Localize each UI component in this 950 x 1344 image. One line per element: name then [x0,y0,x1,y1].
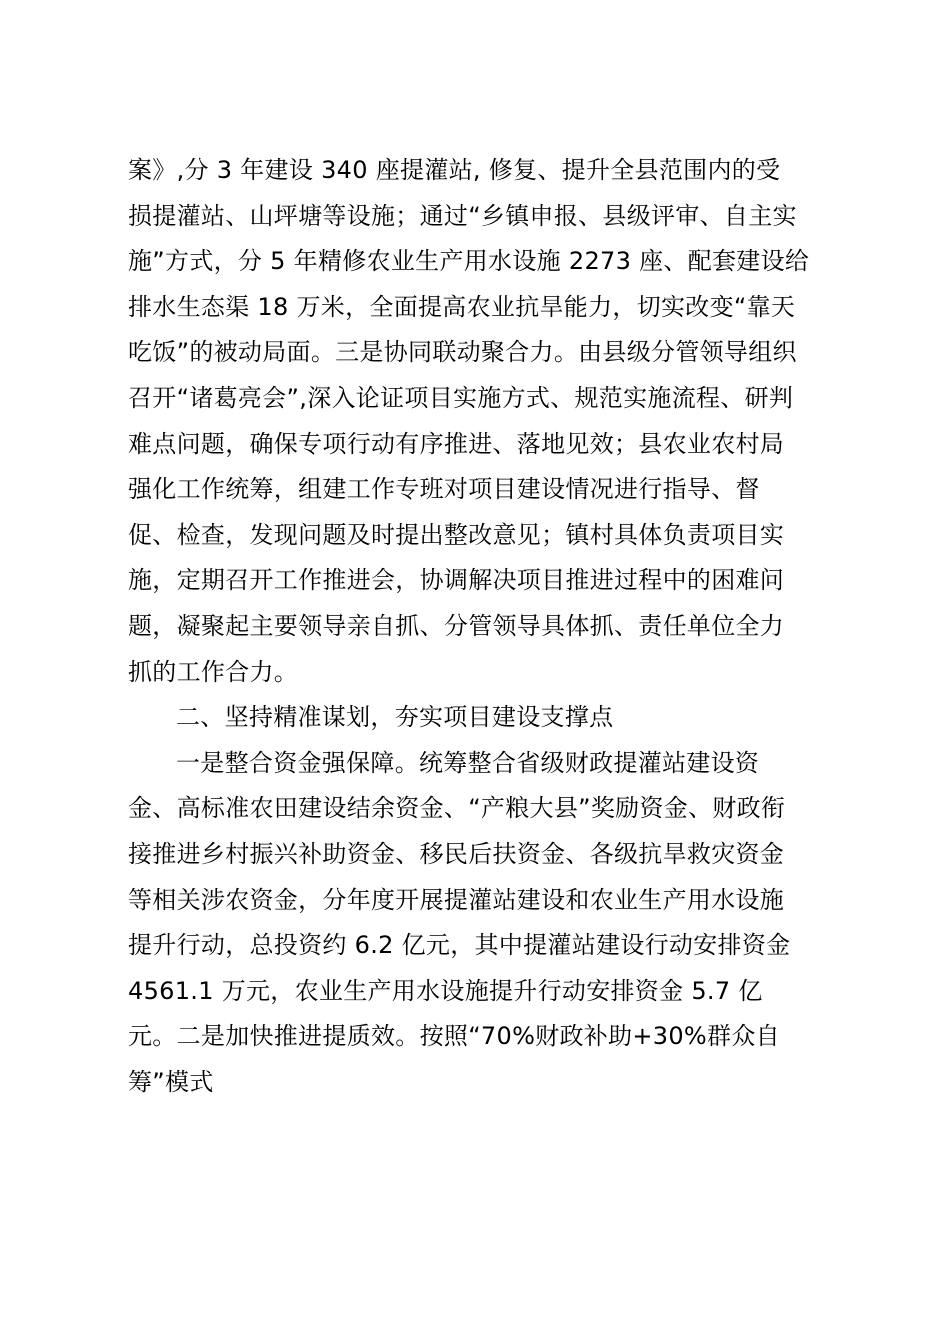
body-text [128,148,838,1105]
paragraph-line: 案》,分 3 年建设 340 座提灌站, 修复、提升全县范围内的受 [128,156,781,184]
paragraph-line: 召开“诸葛亮会”,深入论证项目实施方式、规范实施流程、研判 [128,383,794,412]
paragraph-line: 筹”模式 [128,1067,214,1096]
paragraph-line: 施”方式，分 5 年精修农业生产用水设施 2273 座、配套建设给 [128,247,810,276]
paragraph-line: 损提灌站、山坪塘等设施；通过“乡镇申报、县级评审、自主实 [128,201,797,230]
paragraph-line: 4561.1 万元，农业生产用水设施提升行动安排资金 5.7 亿 [128,976,763,1005]
paragraph-line: 施，定期召开工作推进会，协调解决项目推进过程中的困难问 [128,566,785,595]
paragraph-line: 接推进乡村振兴补助资金、移民后扶资金、各级抗旱救灾资金 [128,839,785,868]
paragraph-line: 一是整合资金强保障。统筹整合省级财政提灌站建设资 [176,748,760,777]
paragraph-line: 难点问题，确保专项行动有序推进、落地见效；县农业农村局 [128,429,785,458]
paragraph-line: 题，凝聚起主要领导亲自抓、分管领导具体抓、责任单位全力 [128,611,785,640]
paragraph-line: 抓的工作合力。 [128,657,299,686]
paragraph-line: 金、高标准农田建设结余资金、“产粮大县”奖励资金、财政衔 [128,794,786,823]
paragraph-line: 提升行动，总投资约 6.2 亿元，其中提灌站建设行动安排资金 [128,931,791,960]
paragraph-line: 元。二是加快推进提质效。按照“70%财政补助+30%群众自 [128,1022,780,1051]
paragraph-line: 强化工作统筹，组建工作专班对项目建设情况进行指导、督 [128,475,760,504]
paragraph-line: 排水生态渠 18 万米，全面提高农业抗旱能力，切实改变“靠天 [128,292,796,321]
paragraph-line: 等相关涉农资金，分年度开展提灌站建设和农业生产用水设施 [128,885,785,914]
paragraph-line: 吃饭”的被动局面。三是协同联动聚合力。由县级分管领导组织 [128,338,797,367]
paragraph-line: 促、检查，发现问题及时提出整改意见；镇村具体负责项目实 [128,520,785,549]
section-heading: 二、坚持精准谋划，夯实项目建设支撑点 [176,703,614,732]
